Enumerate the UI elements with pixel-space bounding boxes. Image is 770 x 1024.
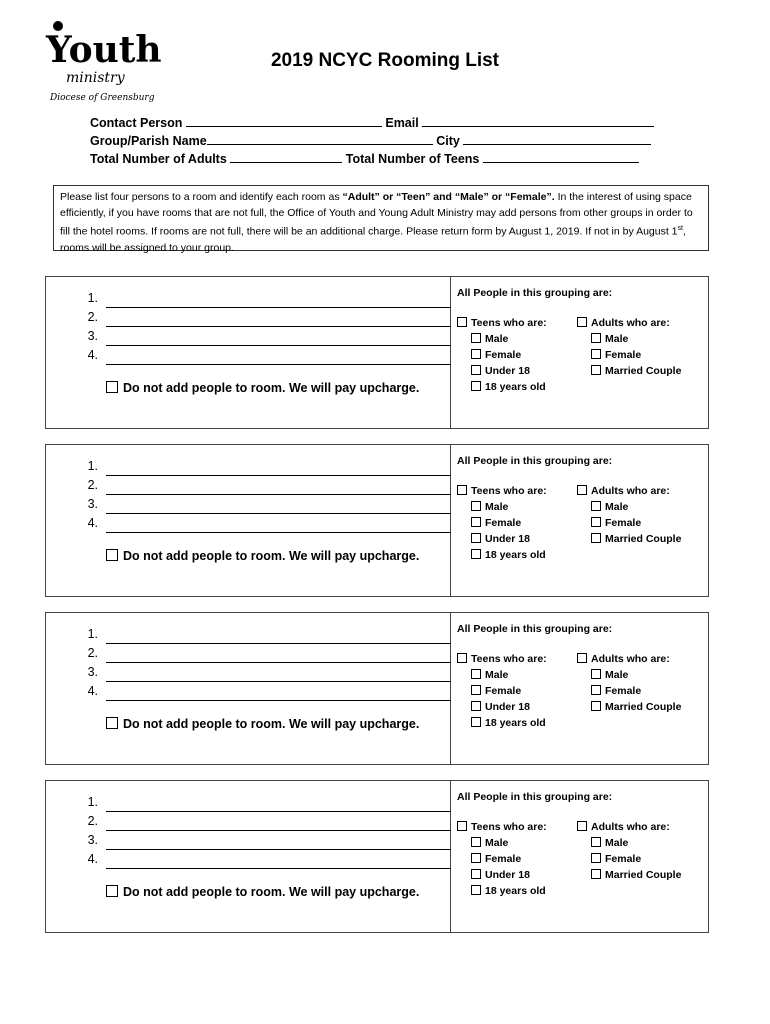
teens-female-label: Female: [485, 349, 522, 361]
teens-male-checkbox[interactable]: [471, 333, 481, 343]
group-label: Group/Parish Name: [90, 134, 207, 148]
header-row-totals: [90, 150, 654, 168]
adults-column: [577, 483, 697, 563]
adults-female-label: Female: [605, 349, 642, 361]
upcharge-label: Do not add people to room. We will pay upcharge.: [123, 717, 420, 731]
occupant-row: [74, 644, 451, 663]
occupant-number: 4.: [87, 852, 98, 866]
teens-column: [457, 315, 577, 395]
teens-female-checkbox[interactable]: [471, 517, 481, 527]
teens-under18-checkbox[interactable]: [471, 869, 481, 879]
occupant-number: 2.: [87, 310, 98, 324]
contact-label: Contact Person: [90, 116, 183, 130]
svg-text:Diocese of Greensburg: Diocese of Greensburg: [50, 93, 155, 103]
occupant-name-field[interactable]: [106, 499, 451, 514]
adults-column: [577, 819, 697, 899]
contact-field[interactable]: [186, 115, 382, 127]
room-occupant-list: [74, 289, 451, 365]
upcharge-label: Do not add people to room. We will pay upcharge.: [123, 885, 420, 899]
adults-married-checkbox[interactable]: [591, 869, 601, 879]
instructions-text-2: In the interest of using space efficiently, if you have rooms that are not full, the Office of Youth and Young Adult Ministry may add persons from other groups in order to fill the hotel rooms. If rooms are not full, there will be an additional charge. Please return form by August 1, 2019. If not in by August 1: [60, 191, 693, 238]
adults-married-checkbox[interactable]: [591, 365, 601, 375]
occupant-row: [74, 831, 451, 850]
adults-female-checkbox[interactable]: [591, 685, 601, 695]
instructions-sup: st: [677, 225, 683, 232]
occupant-name-field[interactable]: [106, 331, 451, 346]
adults-married-label: Married Couple: [605, 533, 682, 545]
teens-column: [457, 819, 577, 899]
occupant-name-field[interactable]: [106, 686, 451, 701]
teens-label: Teens who are:: [471, 653, 547, 665]
occupant-row: [74, 793, 451, 812]
grouping-panel: [457, 791, 697, 899]
occupant-number: 4.: [87, 348, 98, 362]
teens-male-checkbox[interactable]: [471, 501, 481, 511]
teens-male-label: Male: [485, 837, 509, 849]
adults-male-label: Male: [605, 501, 629, 513]
occupant-row: [74, 850, 451, 869]
header-row-contact: [90, 114, 654, 132]
adults-married-checkbox[interactable]: [591, 701, 601, 711]
upcharge-option: [106, 549, 419, 563]
occupant-name-field[interactable]: [106, 480, 451, 495]
teens-under18-checkbox[interactable]: [471, 701, 481, 711]
teens-male-label: Male: [485, 333, 509, 345]
occupant-name-field[interactable]: [106, 816, 451, 831]
adults-total-label: Total Number of Adults: [90, 152, 227, 166]
occupant-number: 2.: [87, 646, 98, 660]
occupant-name-field[interactable]: [106, 629, 451, 644]
header-fields: [90, 114, 654, 168]
room-block: [45, 276, 709, 429]
room-occupant-list: [74, 625, 451, 701]
occupant-number: 4.: [87, 516, 98, 530]
grouping-panel: [457, 455, 697, 563]
occupant-number: 2.: [87, 814, 98, 828]
adults-label: Adults who are:: [591, 821, 670, 833]
adults-male-label: Male: [605, 333, 629, 345]
occupant-row: [74, 625, 451, 644]
teens-18-label: 18 years old: [485, 381, 546, 393]
teens-total-field[interactable]: [483, 151, 639, 163]
occupant-row: [74, 514, 451, 533]
email-field[interactable]: [422, 115, 654, 127]
teens-checkbox[interactable]: [457, 485, 467, 495]
teens-checkbox[interactable]: [457, 653, 467, 663]
teens-under18-label: Under 18: [485, 533, 530, 545]
teens-column: [457, 651, 577, 731]
occupant-name-field[interactable]: [106, 797, 451, 812]
teens-label: Teens who are:: [471, 821, 547, 833]
teens-female-label: Female: [485, 685, 522, 697]
teens-under18-checkbox[interactable]: [471, 533, 481, 543]
occupant-row: [74, 289, 451, 308]
instructions-text: Please list four persons to a room and identify each room as: [60, 191, 343, 203]
header-row-group: [90, 132, 654, 150]
adults-male-checkbox[interactable]: [591, 501, 601, 511]
occupant-number: 1.: [87, 459, 98, 473]
upcharge-checkbox[interactable]: [106, 717, 118, 729]
grouping-label: All People in this grouping are:: [457, 287, 613, 299]
adults-male-label: Male: [605, 837, 629, 849]
adults-female-checkbox[interactable]: [591, 853, 601, 863]
occupant-name-field[interactable]: [106, 667, 451, 682]
teens-18-label: 18 years old: [485, 549, 546, 561]
teens-18-checkbox[interactable]: [471, 885, 481, 895]
teens-under18-checkbox[interactable]: [471, 365, 481, 375]
occupant-name-field[interactable]: [106, 461, 451, 476]
teens-18-checkbox[interactable]: [471, 549, 481, 559]
teens-column: [457, 483, 577, 563]
occupant-number: 4.: [87, 684, 98, 698]
adults-male-checkbox[interactable]: [591, 333, 601, 343]
adults-label: Adults who are:: [591, 485, 670, 497]
grouping-panel: [457, 287, 697, 395]
svg-text:Youth: Youth: [46, 29, 162, 71]
upcharge-label: Do not add people to room. We will pay upcharge.: [123, 381, 420, 395]
occupant-row: [74, 495, 451, 514]
teens-18-label: 18 years old: [485, 717, 546, 729]
room-occupant-list: [74, 793, 451, 869]
adults-total-field[interactable]: [230, 151, 342, 163]
instructions-text-3: , rooms will be assigned to your group.: [60, 225, 686, 254]
teens-female-checkbox[interactable]: [471, 685, 481, 695]
occupant-row: [74, 812, 451, 831]
adults-married-label: Married Couple: [605, 869, 682, 881]
adults-married-label: Married Couple: [605, 701, 682, 713]
grouping-label: All People in this grouping are:: [457, 791, 613, 803]
group-field[interactable]: [207, 133, 433, 145]
adults-female-label: Female: [605, 517, 642, 529]
adults-male-label: Male: [605, 669, 629, 681]
teens-label: Teens who are:: [471, 317, 547, 329]
occupant-row: [74, 346, 451, 365]
occupant-name-field[interactable]: [106, 518, 451, 533]
adults-female-checkbox[interactable]: [591, 349, 601, 359]
city-field[interactable]: [463, 133, 651, 145]
upcharge-checkbox[interactable]: [106, 885, 118, 897]
grouping-panel: [457, 623, 697, 731]
occupant-row: [74, 663, 451, 682]
occupant-number: 1.: [87, 291, 98, 305]
grouping-label: All People in this grouping are:: [457, 455, 613, 467]
teens-female-checkbox[interactable]: [471, 853, 481, 863]
teens-male-checkbox[interactable]: [471, 669, 481, 679]
upcharge-checkbox[interactable]: [106, 381, 118, 393]
teens-under18-label: Under 18: [485, 365, 530, 377]
teens-male-label: Male: [485, 501, 509, 513]
teens-female-label: Female: [485, 853, 522, 865]
upcharge-option: [106, 381, 419, 395]
occupant-row: [74, 476, 451, 495]
teens-18-label: 18 years old: [485, 885, 546, 897]
occupant-name-field[interactable]: [106, 648, 451, 663]
adults-checkbox[interactable]: [577, 821, 587, 831]
page-title: 2019 NCYC Rooming List: [270, 50, 500, 71]
adults-label: Adults who are:: [591, 653, 670, 665]
adults-column: [577, 651, 697, 731]
occupant-number: 3.: [87, 665, 98, 679]
occupant-number: 1.: [87, 795, 98, 809]
adults-checkbox[interactable]: [577, 485, 587, 495]
adults-male-checkbox[interactable]: [591, 837, 601, 847]
teens-female-checkbox[interactable]: [471, 349, 481, 359]
room-block: [45, 780, 709, 933]
occupant-row: [74, 327, 451, 346]
adults-female-label: Female: [605, 685, 642, 697]
adults-label: Adults who are:: [591, 317, 670, 329]
occupant-row: [74, 308, 451, 327]
upcharge-checkbox[interactable]: [106, 549, 118, 561]
occupant-name-field[interactable]: [106, 854, 451, 869]
teens-checkbox[interactable]: [457, 317, 467, 327]
occupant-row: [74, 457, 451, 476]
occupant-number: 2.: [87, 478, 98, 492]
teens-under18-label: Under 18: [485, 701, 530, 713]
room-occupant-list: [74, 457, 451, 533]
instructions-box: [53, 185, 709, 254]
occupant-number: 3.: [87, 497, 98, 511]
svg-text:ministry: ministry: [66, 70, 125, 86]
adults-male-checkbox[interactable]: [591, 669, 601, 679]
teens-male-label: Male: [485, 669, 509, 681]
occupant-name-field[interactable]: [106, 293, 451, 308]
occupant-name-field[interactable]: [106, 350, 451, 365]
adults-married-checkbox[interactable]: [591, 533, 601, 543]
adults-female-label: Female: [605, 853, 642, 865]
upcharge-option: [106, 885, 419, 899]
adults-checkbox[interactable]: [577, 653, 587, 663]
teens-18-checkbox[interactable]: [471, 717, 481, 727]
teens-under18-label: Under 18: [485, 869, 530, 881]
room-block: [45, 444, 709, 597]
occupant-name-field[interactable]: [106, 312, 451, 327]
upcharge-label: Do not add people to room. We will pay upcharge.: [123, 549, 420, 563]
occupant-name-field[interactable]: [106, 835, 451, 850]
teens-female-label: Female: [485, 517, 522, 529]
occupant-number: 3.: [87, 329, 98, 343]
teens-male-checkbox[interactable]: [471, 837, 481, 847]
city-label: City: [436, 134, 460, 148]
occupant-number: 3.: [87, 833, 98, 847]
email-label: Email: [385, 116, 419, 130]
teens-checkbox[interactable]: [457, 821, 467, 831]
adults-married-label: Married Couple: [605, 365, 682, 377]
instructions-emphasis: “Adult” or “Teen” and “Male” or “Female”.: [342, 191, 555, 203]
room-block: [45, 612, 709, 765]
adults-checkbox[interactable]: [577, 317, 587, 327]
teens-label: Teens who are:: [471, 485, 547, 497]
teens-total-label: Total Number of Teens: [345, 152, 480, 166]
teens-18-checkbox[interactable]: [471, 381, 481, 391]
grouping-label: All People in this grouping are:: [457, 623, 613, 635]
adults-female-checkbox[interactable]: [591, 517, 601, 527]
occupant-number: 1.: [87, 627, 98, 641]
occupant-row: [74, 682, 451, 701]
adults-column: [577, 315, 697, 395]
upcharge-option: [106, 717, 419, 731]
